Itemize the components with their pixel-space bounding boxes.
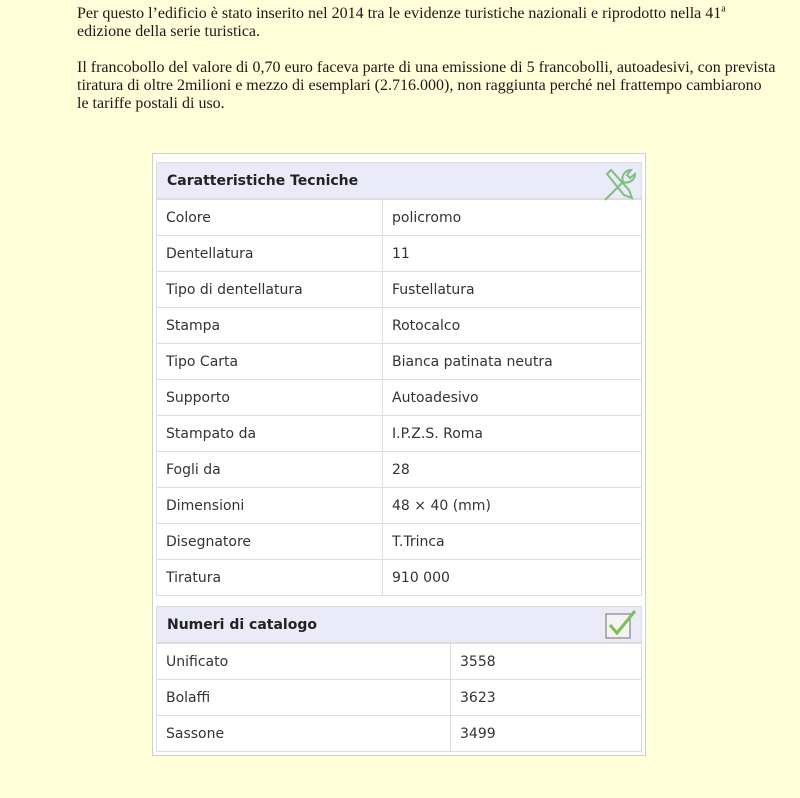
row-value: 910 000 bbox=[383, 560, 642, 596]
row-label: Stampa bbox=[157, 308, 383, 344]
row-value: 48 × 40 (mm) bbox=[383, 488, 642, 524]
row-label: Bolaffi bbox=[157, 680, 451, 716]
row-label: Unificato bbox=[157, 644, 451, 680]
row-label: Tipo di dentellatura bbox=[157, 272, 383, 308]
tech-header bbox=[156, 162, 642, 199]
table-row bbox=[157, 272, 642, 308]
row-value: 28 bbox=[383, 452, 642, 488]
row-label: Supporto bbox=[157, 380, 383, 416]
row-label: Dentellatura bbox=[157, 236, 383, 272]
table-row bbox=[157, 416, 642, 452]
row-value: T.Trinca bbox=[383, 524, 642, 560]
table-row bbox=[157, 560, 642, 596]
wrench-screwdriver-icon bbox=[599, 164, 639, 204]
catalog-header bbox=[156, 606, 642, 643]
catalog-title: Numeri di catalogo bbox=[167, 617, 317, 633]
row-value: 3623 bbox=[451, 680, 642, 716]
checkbox-check-icon bbox=[603, 608, 639, 642]
table-row bbox=[157, 524, 642, 560]
row-value: Autoadesivo bbox=[383, 380, 642, 416]
row-value: Fustellatura bbox=[383, 272, 642, 308]
tech-title: Caratteristiche Tecniche bbox=[167, 173, 359, 189]
row-value: 3558 bbox=[451, 644, 642, 680]
row-label: Sassone bbox=[157, 716, 451, 752]
row-label: Dimensioni bbox=[157, 488, 383, 524]
table-row bbox=[157, 716, 642, 752]
table-row bbox=[157, 452, 642, 488]
table-row bbox=[157, 200, 642, 236]
row-label: Tiratura bbox=[157, 560, 383, 596]
table-row bbox=[157, 308, 642, 344]
table-row bbox=[157, 344, 642, 380]
row-value: Rotocalco bbox=[383, 308, 642, 344]
tech-table bbox=[156, 199, 642, 596]
table-row bbox=[157, 644, 642, 680]
table-row bbox=[157, 380, 642, 416]
row-label: Stampato da bbox=[157, 416, 383, 452]
table-row bbox=[157, 488, 642, 524]
table-row bbox=[157, 236, 642, 272]
stamp-info-panel bbox=[152, 153, 646, 756]
row-label: Disegnatore bbox=[157, 524, 383, 560]
row-value: Bianca patinata neutra bbox=[383, 344, 642, 380]
row-label: Fogli da bbox=[157, 452, 383, 488]
row-label: Colore bbox=[157, 200, 383, 236]
paragraph-building: Per questo l’edificio è stato inserito nel 2014 tra le evidenze turistiche nazionali e riprodotto nella 41$^a$ edizione della serie turistica. bbox=[77, 3, 726, 40]
article-text bbox=[77, 5, 777, 131]
paragraph-stamp: Il francobollo del valore di 0,70 euro faceva parte di una emissione di 5 francobolli, autoadesivi, con prevista tiratura di oltre 2milioni e mezzo di esemplari (2.716.000), non raggiunta perché nel frattempo cambiarono le tariffe postali di uso. bbox=[77, 59, 776, 112]
table-row bbox=[157, 680, 642, 716]
row-label: Tipo Carta bbox=[157, 344, 383, 380]
row-value: I.P.Z.S. Roma bbox=[383, 416, 642, 452]
row-value: 11 bbox=[383, 236, 642, 272]
row-value: 3499 bbox=[451, 716, 642, 752]
row-value: policromo bbox=[383, 200, 642, 236]
catalog-table bbox=[156, 643, 642, 752]
